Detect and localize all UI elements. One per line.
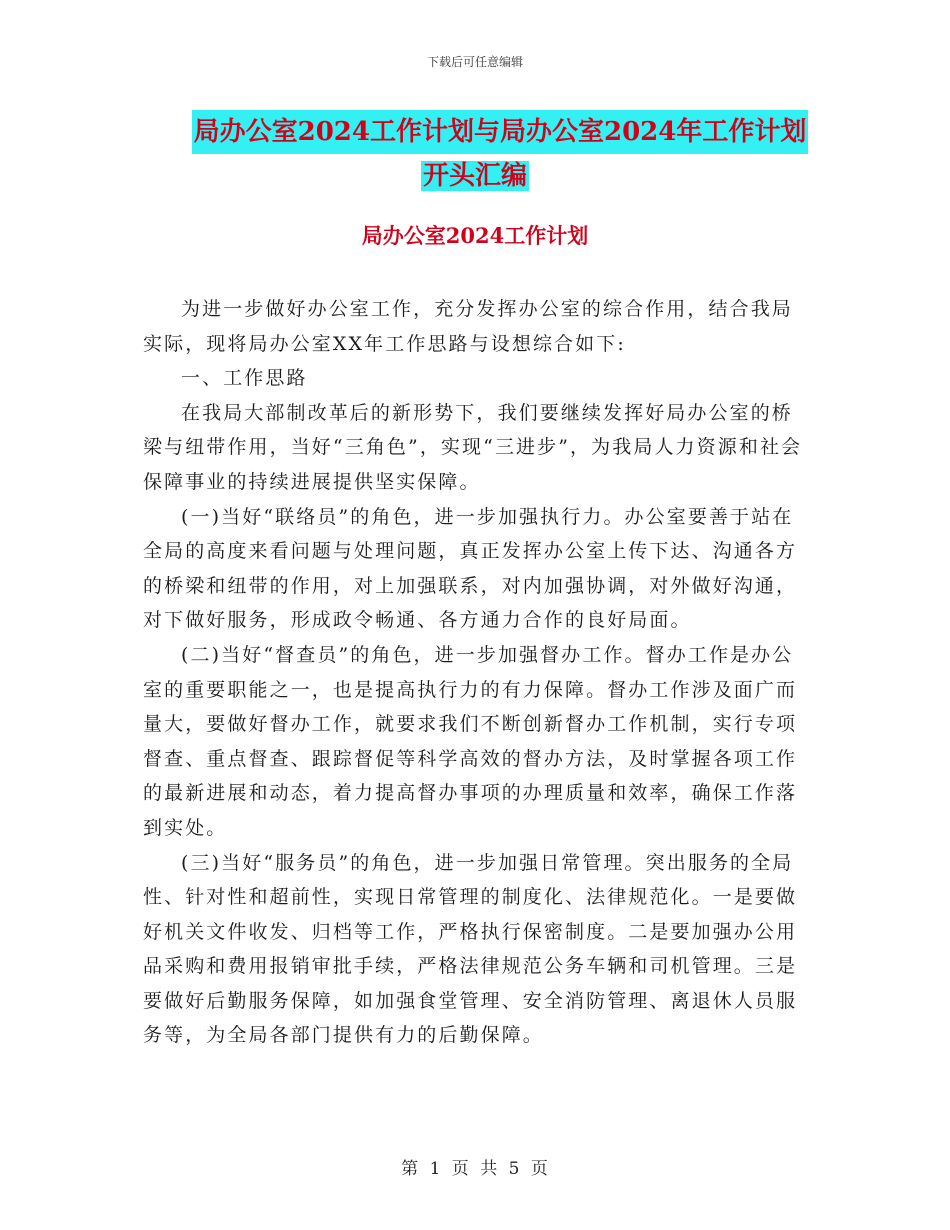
paragraph-liaison-role: (一)当好“联络员”的角色，进一步加强执行力。办公室要善于站在全局的高度来看问题与处理问题，真正发挥办公室上传下达、沟通各方的桥梁和纽带的作用，对上加强联系，对内加强协调，对外做好沟通，对下做好服务，形成政令畅通、各方通力合作的良好局面。	[143, 505, 798, 632]
paragraph-inspector-role: (二)当好“督查员”的角色，进一步加强督办工作。督办工作是办公室的重要职能之一，也是提高执行力的有力保障。督办工作涉及面广而量大，要做好督办工作，就要求我们不断创新督办工作机制，实行专项督查、重点督查、跟踪督促等科学高效的督办方法，及时掌握各项工作的最新进展和动态，着力提高督办事项的办理质量和效率，确保工作落到实处。	[143, 643, 798, 839]
paragraph-intro: 为进一步做好办公室工作，充分发挥办公室的综合作用，结合我局实际，现将局办公室XX年工作思路与设想综合如下:	[143, 298, 793, 355]
heading-work-ideas: 一、工作思路	[181, 367, 308, 390]
document-body	[143, 292, 803, 1053]
paragraph-new-situation: 在我局大部制改革后的新形势下，我们要继续发挥好局办公室的桥梁与纽带作用，当好“三角色”，实现“三进步”，为我局人力资源和社会保障事业的持续进展提供坚实保障。	[143, 401, 803, 493]
page-number-footer: 第 1 页 共 5 页	[401, 1159, 549, 1179]
paragraph-service-role: (三)当好“服务员”的角色，进一步加强日常管理。突出服务的全局性、针对性和超前性，实现日常管理的制度化、法律规范化。一是要做好机关文件收发、归档等工作，严格执行保密制度。二是要加强办公用品采购和费用报销审批手续，严格法律规范公务车辆和司机管理。三是要做好后勤服务保障，如加强食堂管理、安全消防管理、离退休人员服务等，为全局各部门提供有力的后勤保障。	[143, 851, 798, 1047]
document-title	[0, 110, 950, 198]
document-title-line2: 开头汇编	[422, 161, 527, 191]
header-note: 下载后可任意编辑	[426, 55, 523, 69]
section-title: 局办公室2024工作计划	[361, 223, 589, 248]
document-title-line1: 局办公室2024工作计划与局办公室2024年工作计划	[192, 110, 809, 154]
